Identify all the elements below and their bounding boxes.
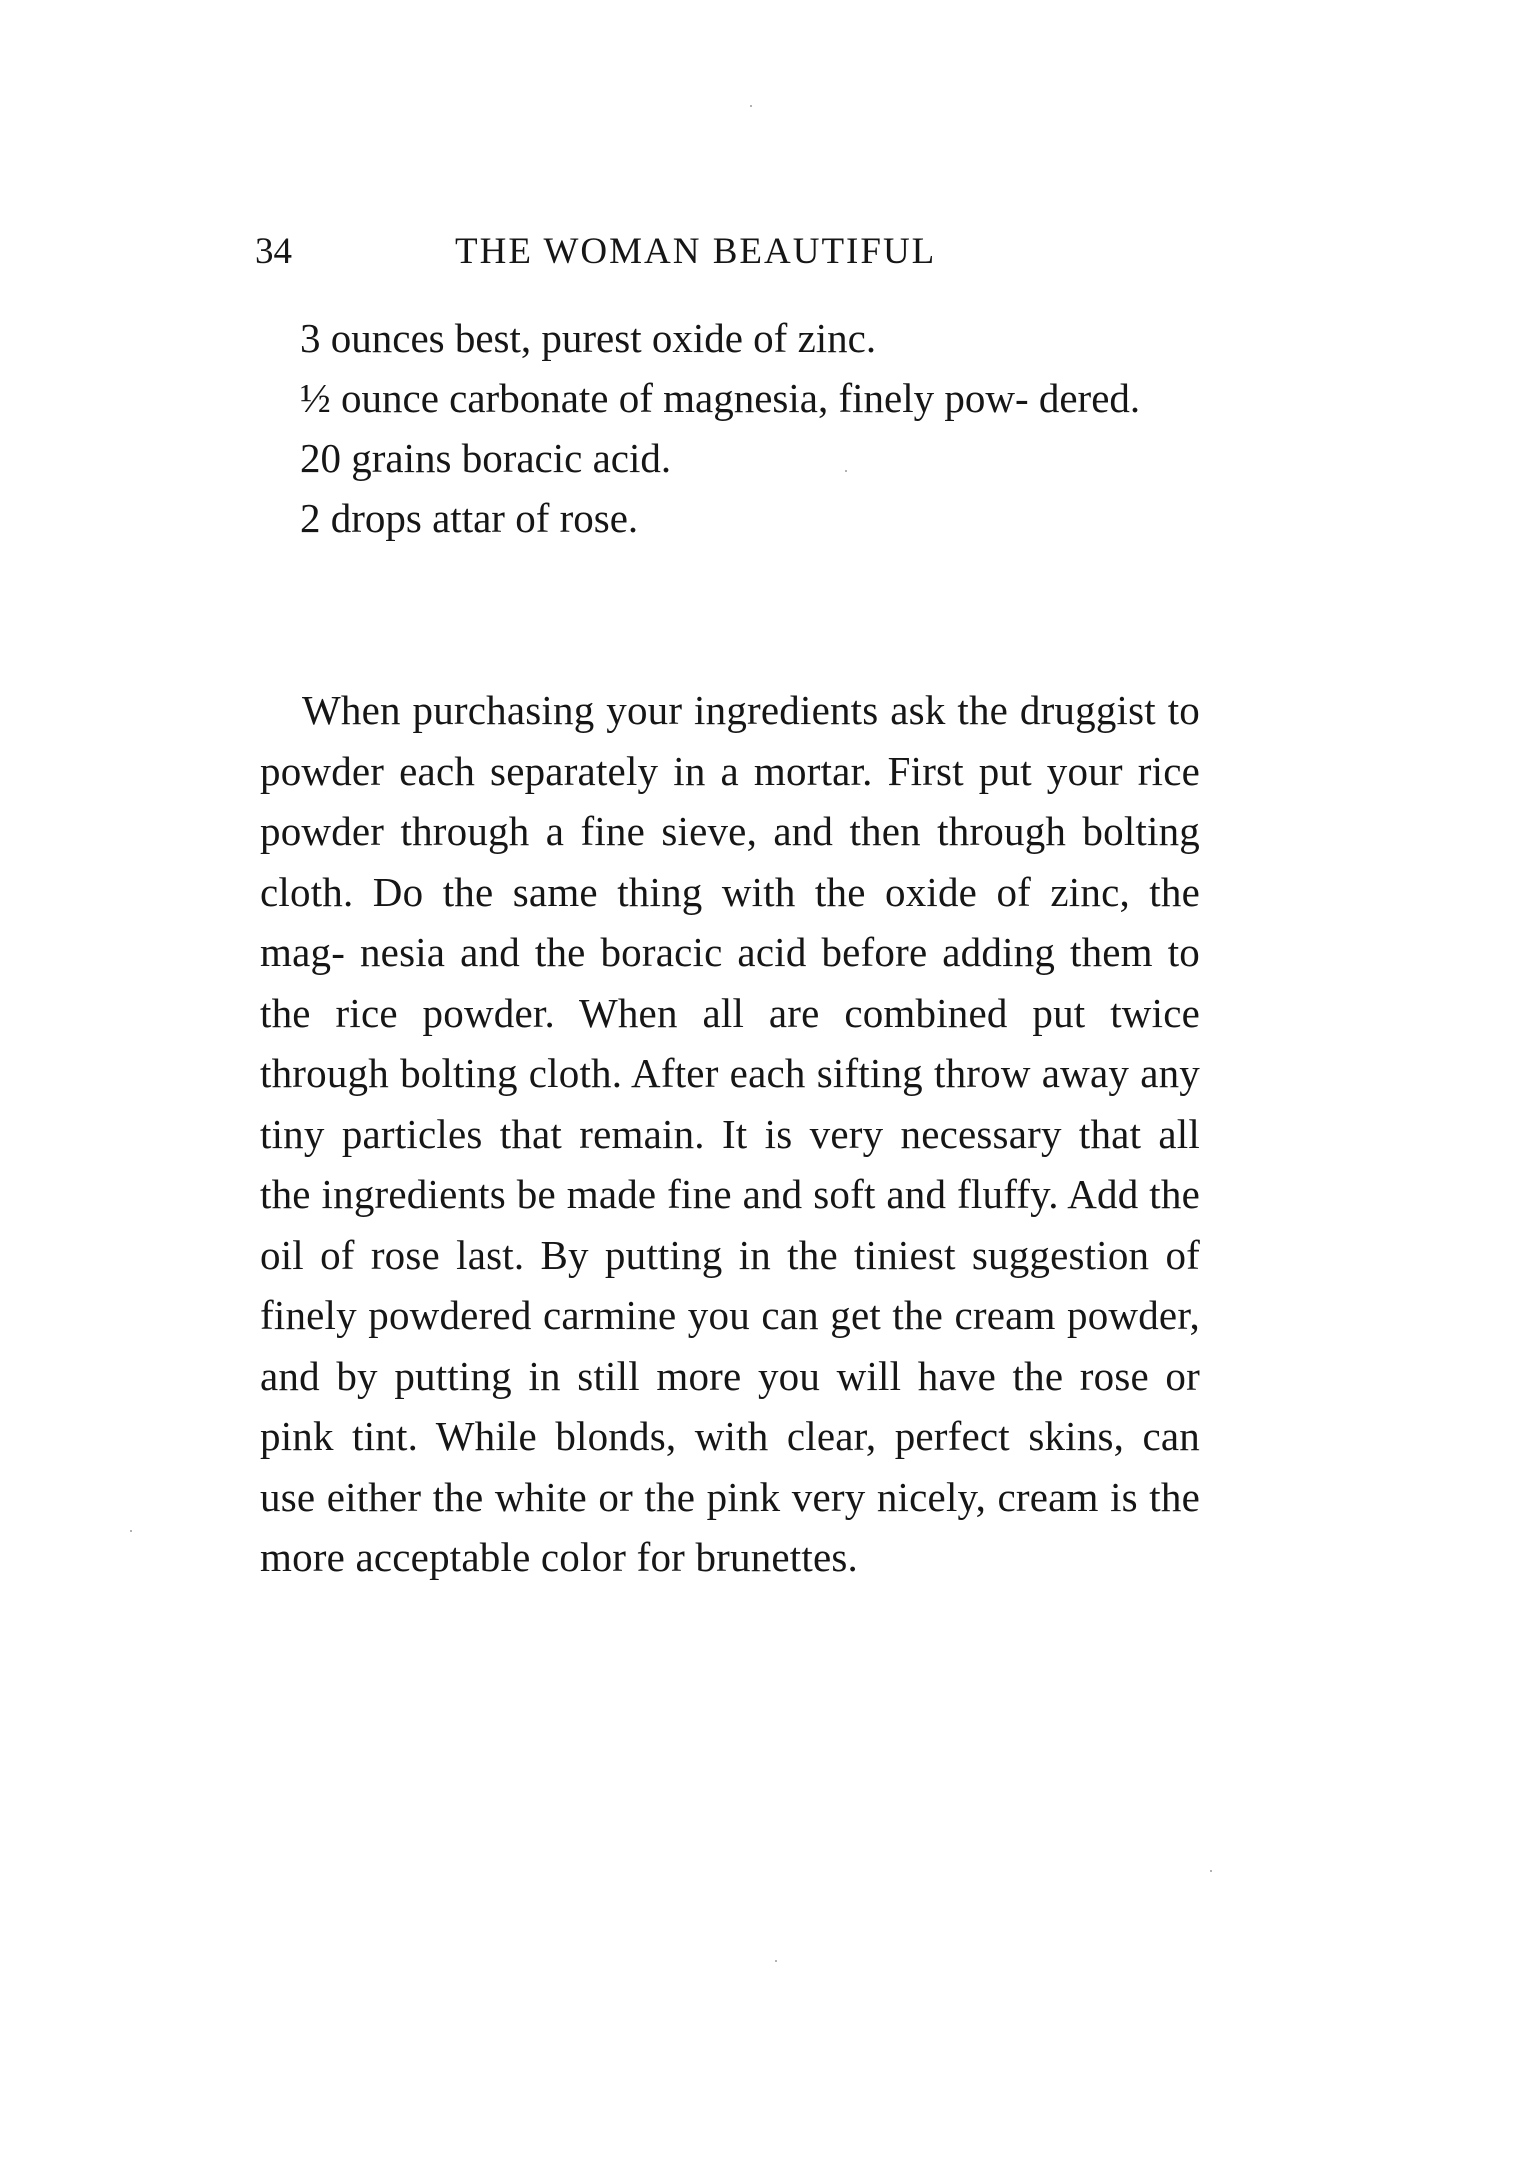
page-title: THE WOMAN BEAUTIFUL xyxy=(455,231,937,272)
list-item: ½ ounce carbonate of magnesia, finely pow- dered. xyxy=(300,375,1141,421)
list-item: 3 ounces best, purest oxide of zinc. xyxy=(300,315,877,361)
list-item: 20 grains boracic acid. xyxy=(300,435,672,481)
running-head xyxy=(255,222,1185,282)
list-item: 2 drops attar of rose. xyxy=(300,495,639,541)
paper-speck xyxy=(1210,1870,1212,1872)
body-paragraph: When purchasing your ingredients ask the druggist to powder each separately in a mortar. First put your rice powder through a fine sieve, and then through bolting cloth. Do the same thing with the oxide of zinc, the mag- nesia and the boracic acid before adding them to the rice powder. When all are combined put twice through bolting cloth. After each sifting throw away any tiny particles that remain. It is very necessary that all the ingredients be made fine and soft and fluffy. Add the oil of rose last. By putting in the tiniest suggestion of finely powdered carmine you can get the cream powder, and by putting in still more you will have the rose or pink tint. While blonds, with clear, perfect skins, can use either the white or the pink very nicely, cream is the more acceptable color for brunettes. xyxy=(260,687,1200,1580)
paper-speck xyxy=(750,105,752,107)
paper-speck xyxy=(845,470,847,472)
ingredient-list xyxy=(300,308,1200,548)
paper-speck xyxy=(130,1530,132,1532)
paper-speck xyxy=(775,1960,777,1962)
page-number: 34 xyxy=(255,231,292,272)
